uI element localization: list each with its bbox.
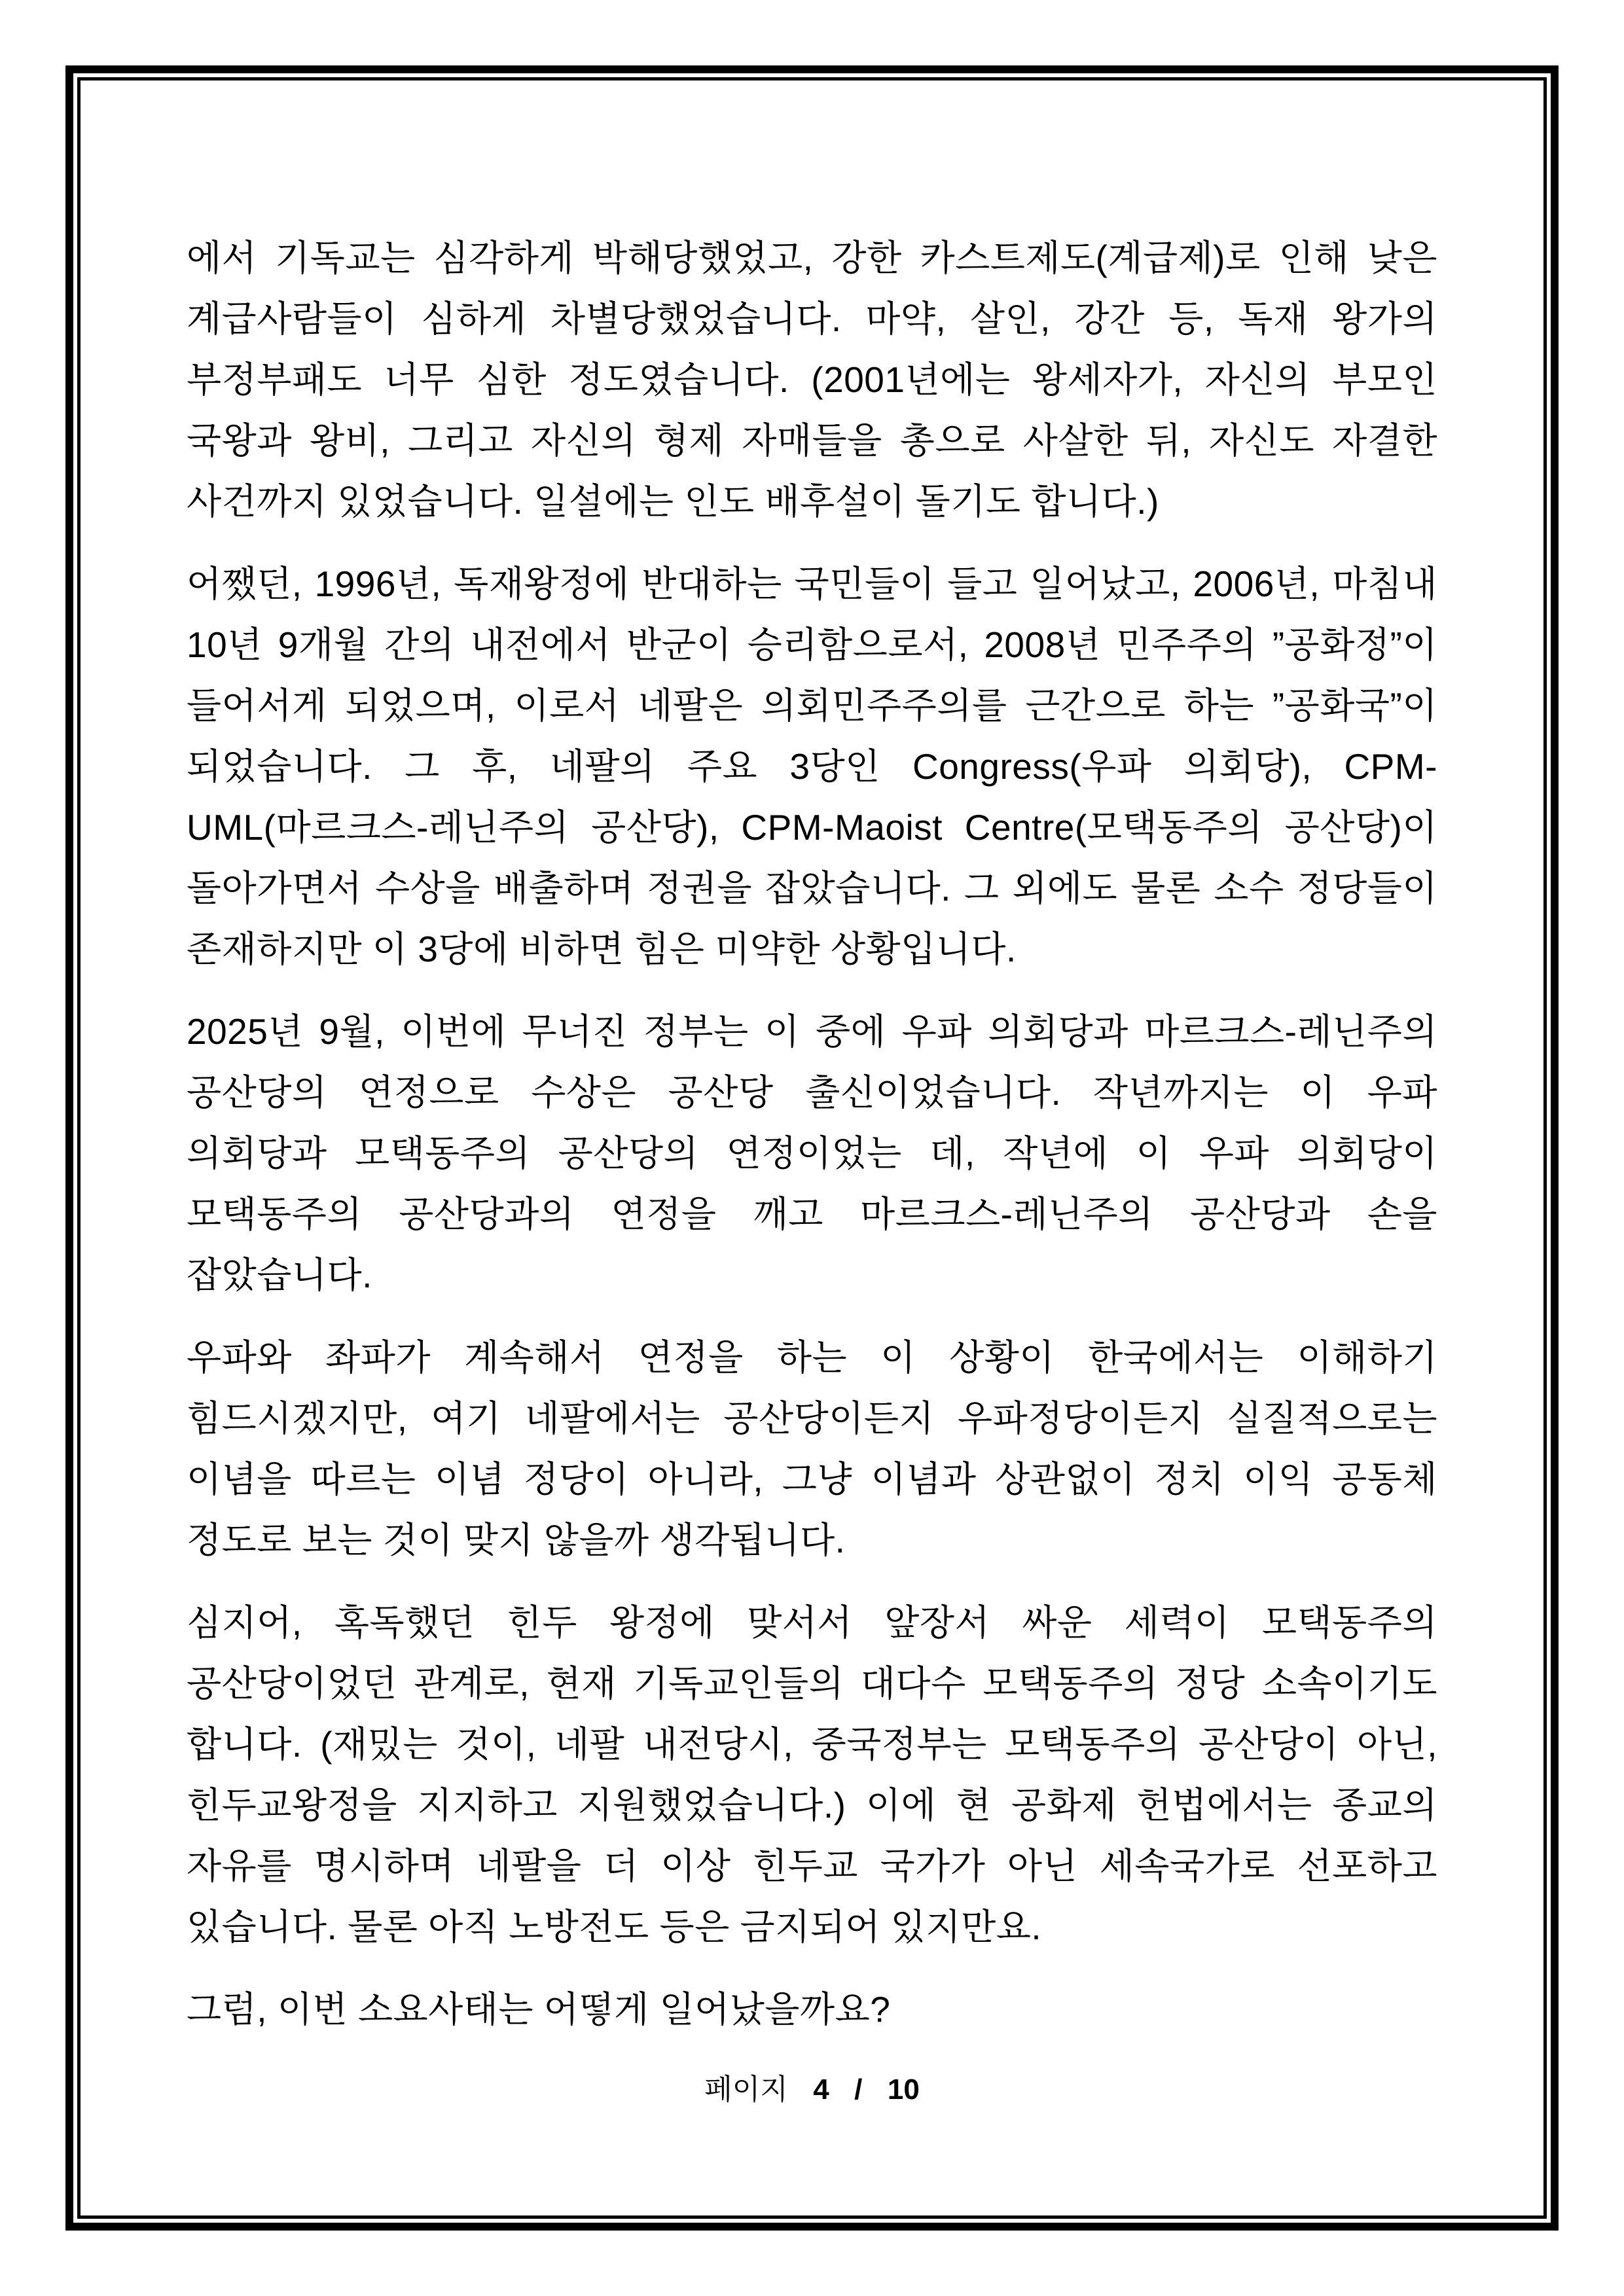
paragraph: 심지어, 혹독했던 힌두 왕정에 맞서서 앞장서 싸운 세력이 모택동주의 공산당이었던 관계로, 현재 기독교인들의 대다수 모택동주의 정당 소속이기도 합니다. (재밌는 것이, 네팔 내전당시, 중국정부는 모택동주의 공산당이 아닌, 힌두교왕정을 지지하고 지원했었습니다.) 이에 현 공화제 헌법에서는 종교의 자유를 명시하며 네팔을 더 이상 힌두교 국가가 아닌 세속국가로 선포하고 있습니다. 물론 아직 노방전도 등은 금지되어 있지만요. <box>187 1602 1437 1947</box>
document-body <box>187 228 1437 2109</box>
paragraph: 어쨌던, 1996년, 독재왕정에 반대하는 국민들이 들고 일어났고, 2006년, 마침내 10년 9개월 간의 내전에서 반군이 승리함으로서, 2008년 민주주의 ”공화정”이 들어서게 되었으며, 이로서 네팔은 의회민주주의를 근간으로 하는 ”공화국”이 되었습니다. 그 후, 네팔의 주요 3당인 Congress(우파 의회당), CPM-UML(마르크스-레닌주의 공산당), CPM-Maoist Centre(모택동주의 공산당)이 돌아가면서 수상을 배출하며 정권을 잡았습니다. 그 외에도 물론 소수 정당들이 존재하지만 이 3당에 비하면 힘은 미약한 상황입니다. <box>187 564 1437 969</box>
paragraph: 우파와 좌파가 계속해서 연정을 하는 이 상황이 한국에서는 이해하기 힘드시겠지만, 여기 네팔에서는 공산당이든지 우파정당이든지 실질적으로는 이념을 따르는 이념 정당이 아니라, 그냥 이념과 상관없이 정치 이익 공동체 정도로 보는 것이 맞지 않을까 생각됩니다. <box>187 1337 1437 1560</box>
page-total: 10 <box>887 2073 920 2106</box>
page-number: 4 <box>813 2073 829 2106</box>
page-footer <box>187 2070 1437 2109</box>
paragraph: 그럼, 이번 소요사태는 어떻게 일어났을까요? <box>187 1989 891 2030</box>
paragraph: 에서 기독교는 심각하게 박해당했었고, 강한 카스트제도(계급제)로 인해 낮은 계급사람들이 심하게 차별당했었습니다. 마약, 살인, 강간 등, 독재 왕가의 부정부패도 너무 심한 정도였습니다. (2001년에는 왕세자가, 자신의 부모인 국왕과 왕비, 그리고 자신의 형제 자매들을 총으로 사살한 뒤, 자신도 자결한 사건까지 있었습니다. 일설에는 인도 배후설이 돌기도 합니다.) <box>187 238 1437 522</box>
page-separator: / <box>854 2073 863 2106</box>
paragraph: 2025년 9월, 이번에 무너진 정부는 이 중에 우파 의회당과 마르크스-레닌주의 공산당의 연정으로 수상은 공산당 출신이었습니다. 작년까지는 이 우파 의회당과 모택동주의 공산당의 연정이었는 데, 작년에 이 우파 의회당이 모택동주의 공산당과의 연정을 깨고 마르크스-레닌주의 공산당과 손을 잡았습니다. <box>187 1011 1437 1295</box>
page-footer-label: 페이지 <box>704 2073 788 2106</box>
